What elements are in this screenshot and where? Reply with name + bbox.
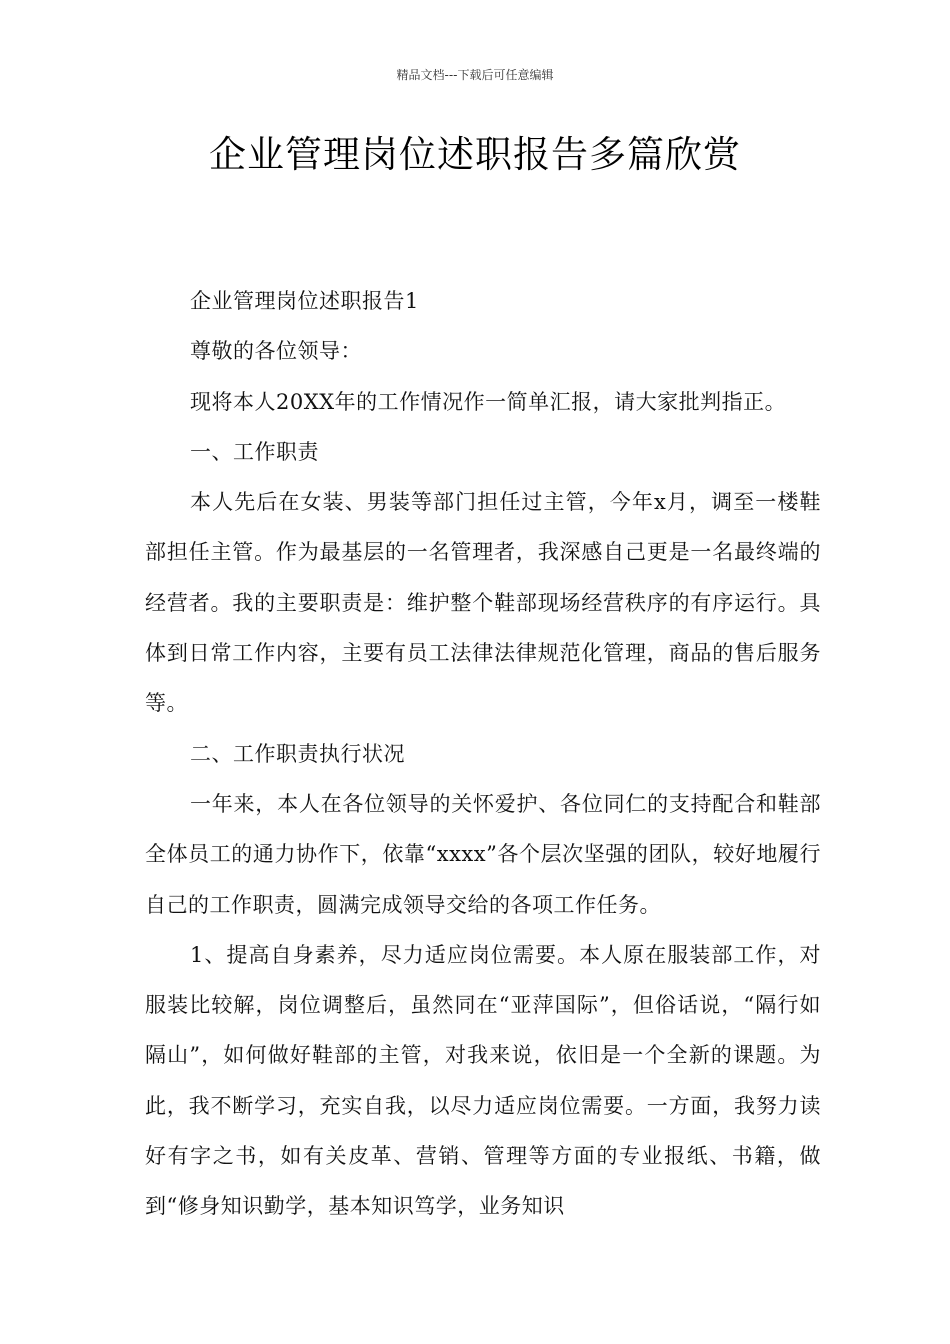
section-heading-execution: 二、工作职责执行状况 <box>190 741 405 766</box>
report-subtitle: 企业管理岗位述职报告1 <box>190 289 419 313</box>
intro-paragraph: 现将本人20XX年的工作情况作一简单汇报，请大家批判指正。 <box>190 389 787 414</box>
document-title: 企业管理岗位述职报告多篇欣赏 <box>209 133 741 176</box>
item-1-paragraph: 1、提高自身素养，尽力适应岗位需要。本人原在服装部工作，对服装比较解，岗位调整后，虽然同在“亚萍国际”，但俗话说，“隔行如隔山”，如何做好鞋部的主管，对我来说，依旧是一个全新的课题。为此，我不断学习，充实自我，以尽力适应岗位需要。一方面，我努力读好有字之书，如有关皮革、营销、管理等方面的专业报纸、书籍，做到“修身知识勤学，基本知识笃学，业务知识 <box>145 942 821 1219</box>
document-body <box>145 276 821 1232</box>
duties-paragraph: 本人先后在女装、男装等部门担任过主管，今年x月，调至一楼鞋部担任主管。作为最基层的一名管理者，我深感自己更是一名最终端的经营者。我的主要职责是：维护整个鞋部现场经营秩序的有序运行。具体到日常工作内容，主要有员工法律法律规范化管理，商品的售后服务等。 <box>145 490 821 716</box>
salutation: 尊敬的各位领导： <box>190 339 362 364</box>
execution-paragraph: 一年来，本人在各位领导的关怀爱护、各位同仁的支持配合和鞋部全体员工的通力协作下，依靠“xxxx”各个层次坚强的团队，较好地履行自己的工作职责，圆满完成领导交给的各项工作任务。 <box>145 791 821 917</box>
header-note: 精品文档---下载后可任意编辑 <box>396 68 554 82</box>
section-heading-duties: 一、工作职责 <box>190 439 319 464</box>
